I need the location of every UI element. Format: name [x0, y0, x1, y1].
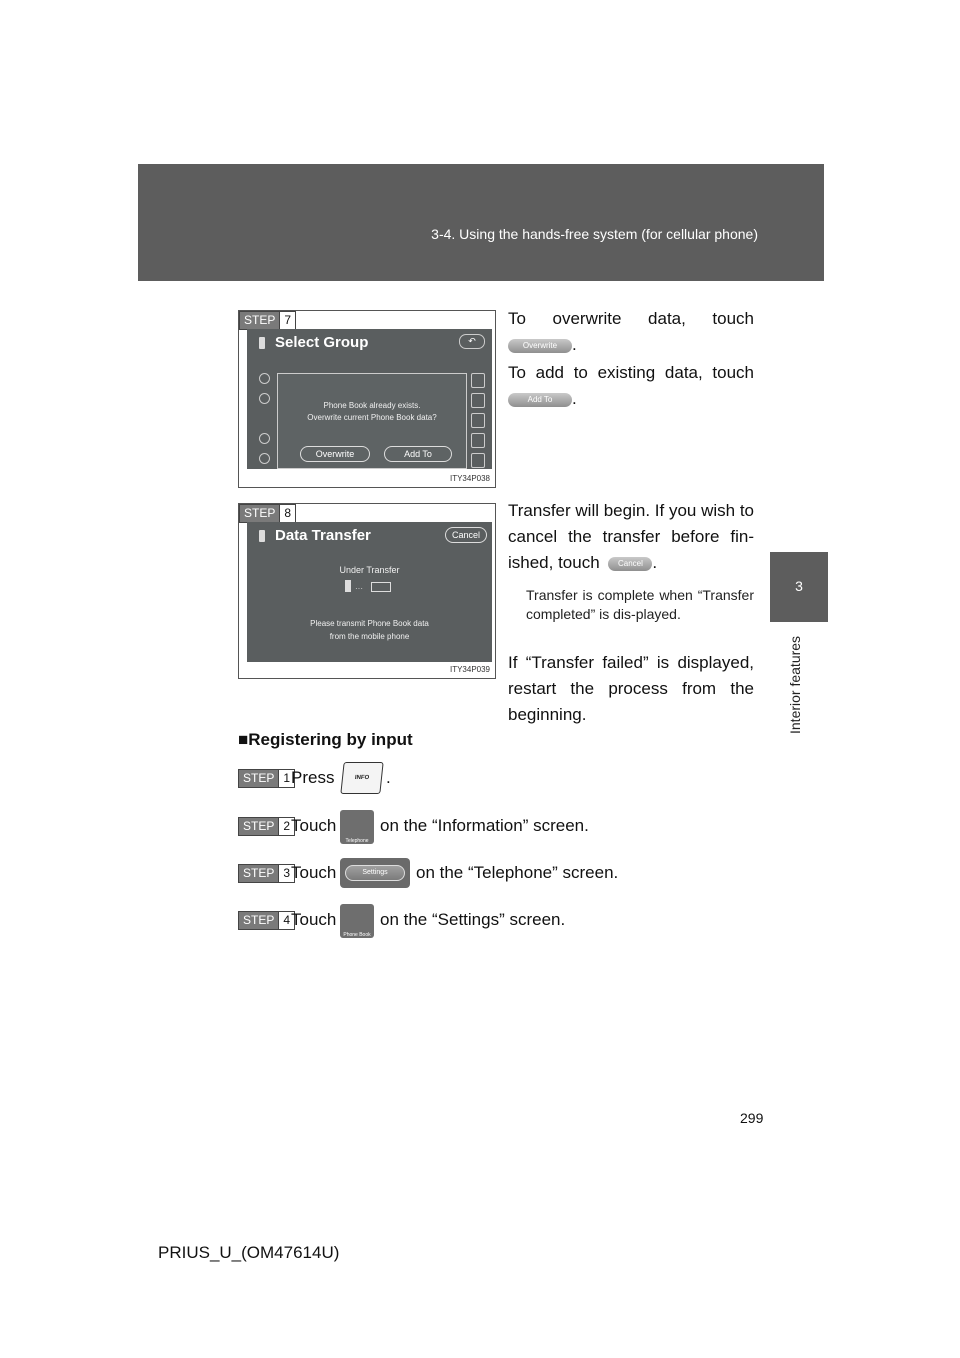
step-badge: STEP 7 — [239, 311, 296, 330]
screen-title: Data Transfer — [275, 527, 371, 544]
section-marker: ■ — [238, 730, 249, 749]
step-badge: STEP 1 — [238, 769, 295, 788]
mobile-phone-icon — [345, 580, 351, 592]
step-badge: STEP 3 — [238, 864, 295, 883]
add-to-button[interactable]: Add To — [384, 446, 452, 462]
transfer-status: Under Transfer — [339, 565, 400, 575]
instruction-line-2: from the mobile phone — [329, 632, 410, 641]
footer-code: PRIUS_U_(OM47614U) — [158, 1243, 340, 1262]
telephone-button-icon: Telephone — [340, 810, 374, 844]
dialog-message-1: Phone Book already exists. — [323, 401, 421, 410]
phone-book-button-icon: Phone Book — [340, 904, 374, 938]
overwrite-button[interactable]: Overwrite — [300, 446, 370, 462]
list-button-icon — [471, 453, 485, 468]
list-button-icon — [471, 433, 485, 448]
settings-button-icon: Settings — [345, 865, 405, 881]
step8-note: Transfer is complete when “Transfer completed” is dis-played. — [526, 587, 754, 622]
dialog-message-2: Overwrite current Phone Book data? — [307, 413, 437, 422]
list-button-icon — [471, 373, 485, 388]
cancel-button[interactable]: Cancel — [445, 527, 487, 543]
transfer-dots-icon: ··· — [355, 584, 363, 593]
page-number: 299 — [740, 1110, 764, 1126]
chapter-label-text: Interior features — [787, 635, 803, 734]
step1-period: . — [386, 768, 391, 787]
screen-title: Select Group — [275, 334, 369, 351]
step8-failed-text: If “Transfer failed” is displayed, restart the process from the beginning. — [508, 653, 754, 724]
step8-begin-text: Transfer will begin. If you wish to cancel the transfer before fin- — [508, 501, 754, 546]
figure-data-transfer — [238, 503, 496, 679]
step7-add-text: To add to existing data, touch Add To . — [508, 363, 754, 408]
dialog-box — [277, 373, 467, 469]
step-badge: STEP 4 — [238, 911, 295, 930]
step-badge: STEP 2 — [238, 817, 295, 836]
step8-touch-cancel-text: ished, touch Cancel . — [508, 553, 658, 572]
step3-post-text: on the “Telephone” screen. — [416, 863, 619, 882]
step3-touch-text: Touch — [291, 863, 337, 882]
section-title: Registering by input — [248, 730, 413, 749]
step-badge: STEP 8 — [239, 504, 296, 523]
page-header — [138, 164, 824, 281]
step2-touch-text: Touch — [291, 816, 337, 835]
cancel-button-icon: Cancel — [608, 557, 652, 571]
phone-icon — [259, 530, 265, 542]
step4-touch-text: Touch — [291, 910, 337, 929]
figure-select-group — [238, 310, 496, 488]
chapter-label — [786, 626, 806, 736]
phone-icon — [259, 337, 265, 349]
step7-overwrite-text: To overwrite data, touch Overwrite . — [508, 309, 754, 354]
instruction-line-1: Please transmit Phone Book data — [310, 619, 429, 628]
figure-caption: ITY34P039 — [449, 665, 490, 674]
header-title: 3-4. Using the hands-free system (for cellular phone) — [431, 226, 758, 242]
index-icon — [259, 453, 270, 464]
chapter-number: 3 — [795, 578, 803, 594]
figure-caption: ITY34P038 — [449, 474, 490, 483]
screen-data-transfer — [247, 522, 492, 662]
section-heading — [238, 730, 413, 750]
index-icon — [259, 373, 270, 384]
add-to-button-icon: Add To — [508, 393, 572, 407]
settings-button-frame — [340, 858, 410, 888]
overwrite-button-icon: Overwrite — [508, 339, 572, 353]
list-button-icon — [471, 393, 485, 408]
screen-select-group — [247, 329, 492, 469]
index-icon — [259, 433, 270, 444]
list-button-icon — [471, 413, 485, 428]
back-icon[interactable]: ↶ — [459, 334, 485, 349]
step1-press-text: Press — [291, 768, 335, 787]
chapter-tab — [770, 552, 828, 622]
step4-post-text: on the “Settings” screen. — [380, 910, 566, 929]
step2-post-text: on the “Information” screen. — [380, 816, 589, 835]
phonebook-icon — [371, 582, 391, 592]
info-button-icon: INFO — [340, 762, 383, 794]
index-icon — [259, 393, 270, 404]
